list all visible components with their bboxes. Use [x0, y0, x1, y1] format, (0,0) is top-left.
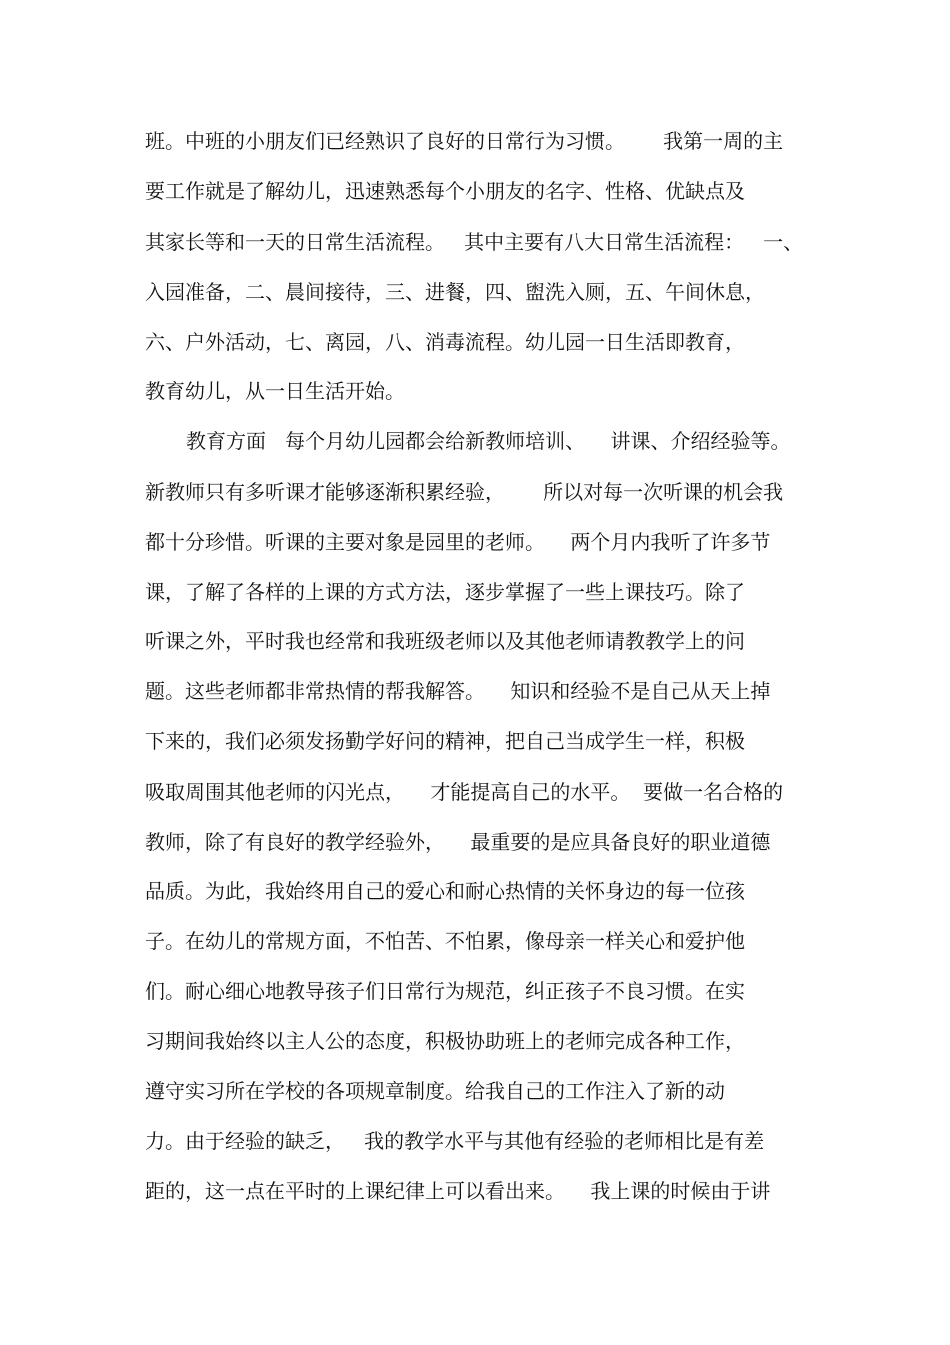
text-line: 教育方面 每个月幼儿园都会给新教师培训、 讲课、介绍经验等。	[186, 429, 791, 453]
text-line: 们。耐心细心地教导孩子们日常行为规范，纠正孩子不良习惯。在实	[145, 979, 745, 1003]
text-line: 要工作就是了解幼儿，迅速熟悉每个小朋友的名字、性格、优缺点及	[145, 179, 745, 203]
text-line: 吸取周围其他老师的闪光点， 才能提高自己的水平。 要做一名合格的	[145, 780, 784, 804]
text-line: 都十分珍惜。听课的主要对象是园里的老师。 两个月内我听了许多节	[145, 530, 771, 554]
text-line: 品质。为此，我始终用自己的爱心和耐心热情的关怀身边的每一位孩	[145, 879, 745, 903]
text-line: 入园准备，二、晨间接待，三、进餐，四、盥洗入厕，五、午间休息，	[145, 280, 765, 304]
text-line: 距的，这一点在平时的上课纪律上可以看出来。 我上课的时候由于讲	[145, 1179, 771, 1203]
text-line: 新教师只有多听课才能够逐渐积累经验， 所以对每一次听课的机会我	[145, 480, 784, 504]
text-line: 力。由于经验的缺乏， 我的教学水平与其他有经验的老师相比是有差	[145, 1129, 765, 1153]
text-line: 子。在幼儿的常规方面，不怕苦、不怕累，像母亲一样关心和爱护他	[145, 929, 745, 953]
text-line: 六、户外活动，七、离园，八、消毒流程。幼儿园一日生活即教育，	[145, 330, 745, 354]
text-line: 下来的，我们必须发扬勤学好问的精神，把自己当成学生一样，积极	[145, 729, 745, 753]
text-line: 其家长等和一天的日常生活流程。 其中主要有八大日常生活流程： 一、	[145, 230, 804, 254]
text-line: 教师，除了有良好的教学经验外， 最重要的是应具备良好的职业道德	[145, 830, 771, 854]
text-line: 班。中班的小朋友们已经熟识了良好的日常行为习惯。 我第一周的主	[145, 129, 784, 153]
text-line: 题。这些老师都非常热情的帮我解答。 知识和经验不是自己从天上掉	[145, 679, 771, 703]
text-line: 听课之外，平时我也经常和我班级老师以及其他老师请教教学上的问	[145, 629, 745, 653]
text-line: 习期间我始终以主人公的态度，积极协助班上的老师完成各种工作，	[145, 1029, 745, 1053]
text-line: 课，了解了各样的上课的方式方法，逐步掌握了一些上课技巧。除了	[145, 580, 745, 604]
text-line: 遵守实习所在学校的各项规章制度。给我自己的工作注入了新的动	[145, 1079, 725, 1103]
text-line: 教育幼儿，从一日生活开始。	[145, 379, 405, 403]
